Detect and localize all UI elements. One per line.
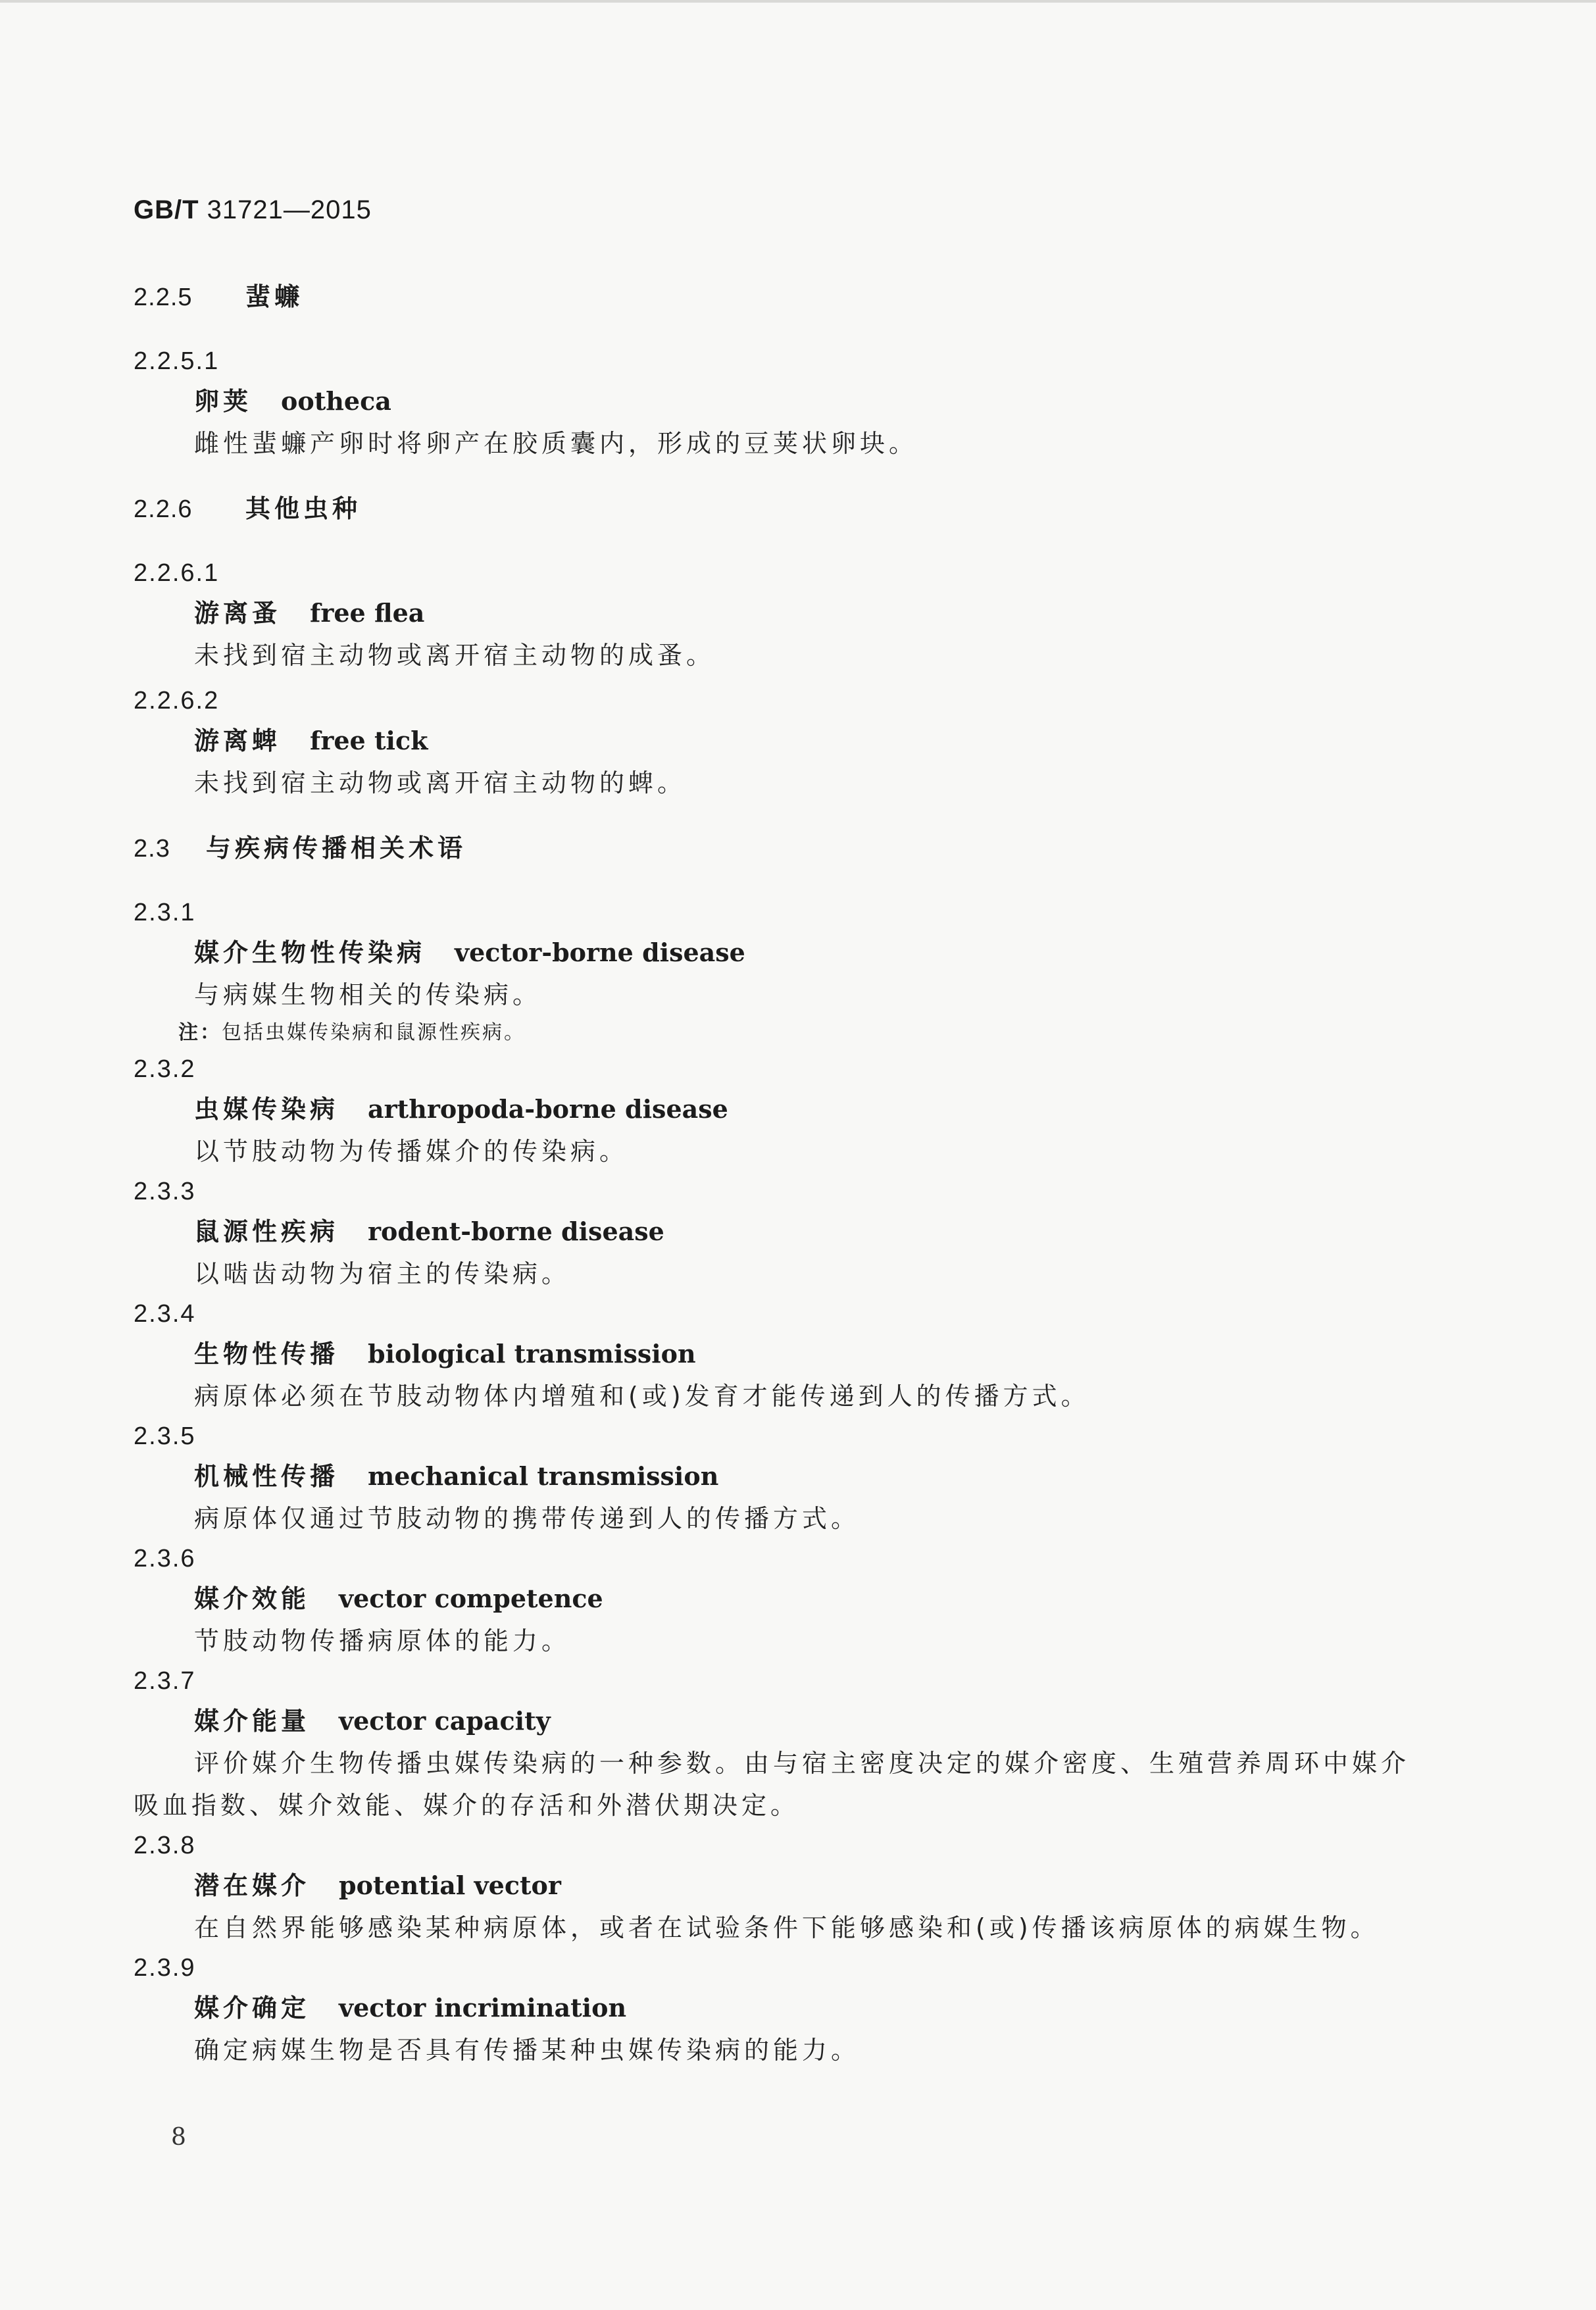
term-zh: 生物性传播 <box>194 1340 339 1368</box>
term-definition: 在自然界能够感染某种病原体，或者在试验条件下能够感染和(或)传播该病原体的病媒生物。 <box>194 1913 1380 1942</box>
term-number: 2.3.1 <box>134 899 196 926</box>
page-number: 8 <box>171 2124 186 2151</box>
term-definition: 确定病媒生物是否具有传播某种虫媒传染病的能力。 <box>194 2036 860 2065</box>
term-number: 2.3.9 <box>134 1954 196 1982</box>
section-number: 2.2.6 <box>134 495 193 523</box>
term-definition: 未找到宿主动物或离开宿主动物的成蚤。 <box>194 641 716 670</box>
term-en: vector capacity <box>339 1706 551 1736</box>
term-number: 2.3.5 <box>134 1422 196 1450</box>
standard-prefix: GB/T <box>134 195 199 224</box>
term-definition: 节肢动物传播病原体的能力。 <box>194 1626 571 1655</box>
term-en: vector competence <box>339 1584 603 1613</box>
term-zh: 游离蜱 <box>194 726 282 755</box>
term-title <box>134 932 1449 974</box>
term-definition: 雌性蜚蠊产卵时将卵产在胶质囊内，形成的豆荚状卵块。 <box>194 429 918 458</box>
term-zh: 媒介能量 <box>194 1707 311 1736</box>
term-number: 2.3.8 <box>134 1832 196 1859</box>
term-definition: 未找到宿主动物或离开宿主动物的蜱。 <box>194 768 687 797</box>
term-definition: 以啮齿动物为宿主的传染病。 <box>194 1259 571 1288</box>
term-definition: 以节肢动物为传播媒介的传染病。 <box>194 1137 629 1166</box>
term-number: 2.3.4 <box>134 1300 196 1328</box>
term-zh: 潜在媒介 <box>194 1871 311 1900</box>
term-title <box>134 592 1449 634</box>
term-en: rodent-borne disease <box>368 1217 664 1246</box>
term-zh: 游离蚤 <box>194 599 282 628</box>
term-title <box>134 1700 1449 1742</box>
standard-code <box>134 195 372 225</box>
term-zh: 媒介效能 <box>194 1584 311 1613</box>
term-definition: 病原体仅通过节肢动物的携带传递到人的传播方式。 <box>194 1504 860 1533</box>
term-zh: 鼠源性疾病 <box>194 1217 339 1246</box>
term-zh: 媒介确定 <box>194 1994 311 2022</box>
term-title <box>134 1455 1449 1497</box>
standard-number: 31721—2015 <box>207 195 372 224</box>
section-heading <box>134 828 1449 866</box>
term-en: vector incrimination <box>339 1993 627 2022</box>
page-top-rule <box>0 0 1596 3</box>
section-title: 与疾病传播相关术语 <box>206 834 467 863</box>
term-number: 2.3.2 <box>134 1055 196 1083</box>
term-title <box>134 1333 1449 1375</box>
term-definition: 与病媒生物相关的传染病。 <box>194 980 542 1009</box>
document-body <box>134 276 1449 2071</box>
term-en: mechanical transmission <box>368 1461 719 1491</box>
section-number: 2.2.5 <box>134 284 193 311</box>
term-en: vector-borne disease <box>455 938 745 967</box>
term-en: arthropoda-borne disease <box>368 1094 728 1124</box>
term-zh: 媒介生物性传染病 <box>194 938 426 967</box>
term-en: ootheca <box>281 386 391 416</box>
note-label: 注： <box>178 1021 222 1044</box>
term-en: free tick <box>310 726 428 755</box>
term-title <box>134 1865 1449 1907</box>
term-number: 2.2.6.2 <box>134 687 220 715</box>
term-en: free flea <box>310 598 425 628</box>
term-zh: 卵荚 <box>194 387 253 416</box>
term-en: potential vector <box>339 1871 561 1900</box>
term-number: 2.2.5.1 <box>134 347 220 375</box>
term-title <box>134 1211 1449 1253</box>
term-number: 2.2.6.1 <box>134 559 220 587</box>
term-zh: 虫媒传染病 <box>194 1095 339 1124</box>
term-note <box>134 1016 1449 1050</box>
term-en: biological transmission <box>368 1339 696 1368</box>
term-number: 2.3.3 <box>134 1178 196 1205</box>
section-number: 2.3 <box>134 835 170 863</box>
term-title <box>134 1088 1449 1130</box>
note-text: 包括虫媒传染病和鼠源性疾病。 <box>222 1021 526 1044</box>
section-heading <box>134 276 1449 314</box>
section-title: 蜚蠊 <box>245 282 304 311</box>
section-title: 其他虫种 <box>245 494 362 523</box>
term-definition: 评价媒介生物传播虫媒传染病的一种参数。由与宿主密度决定的媒介密度、生殖营养周环中媒介吸血指数、媒介效能、媒介的存活和外潜伏期决定。 <box>134 1749 1410 1820</box>
term-title <box>134 1578 1449 1620</box>
term-number: 2.3.7 <box>134 1667 196 1695</box>
term-definition: 病原体必须在节肢动物体内增殖和(或)发育才能传递到人的传播方式。 <box>194 1382 1090 1411</box>
term-title <box>134 1987 1449 2029</box>
term-zh: 机械性传播 <box>194 1462 339 1491</box>
section-heading <box>134 488 1449 526</box>
term-number: 2.3.6 <box>134 1545 196 1572</box>
term-title <box>134 720 1449 762</box>
term-title <box>134 380 1449 422</box>
